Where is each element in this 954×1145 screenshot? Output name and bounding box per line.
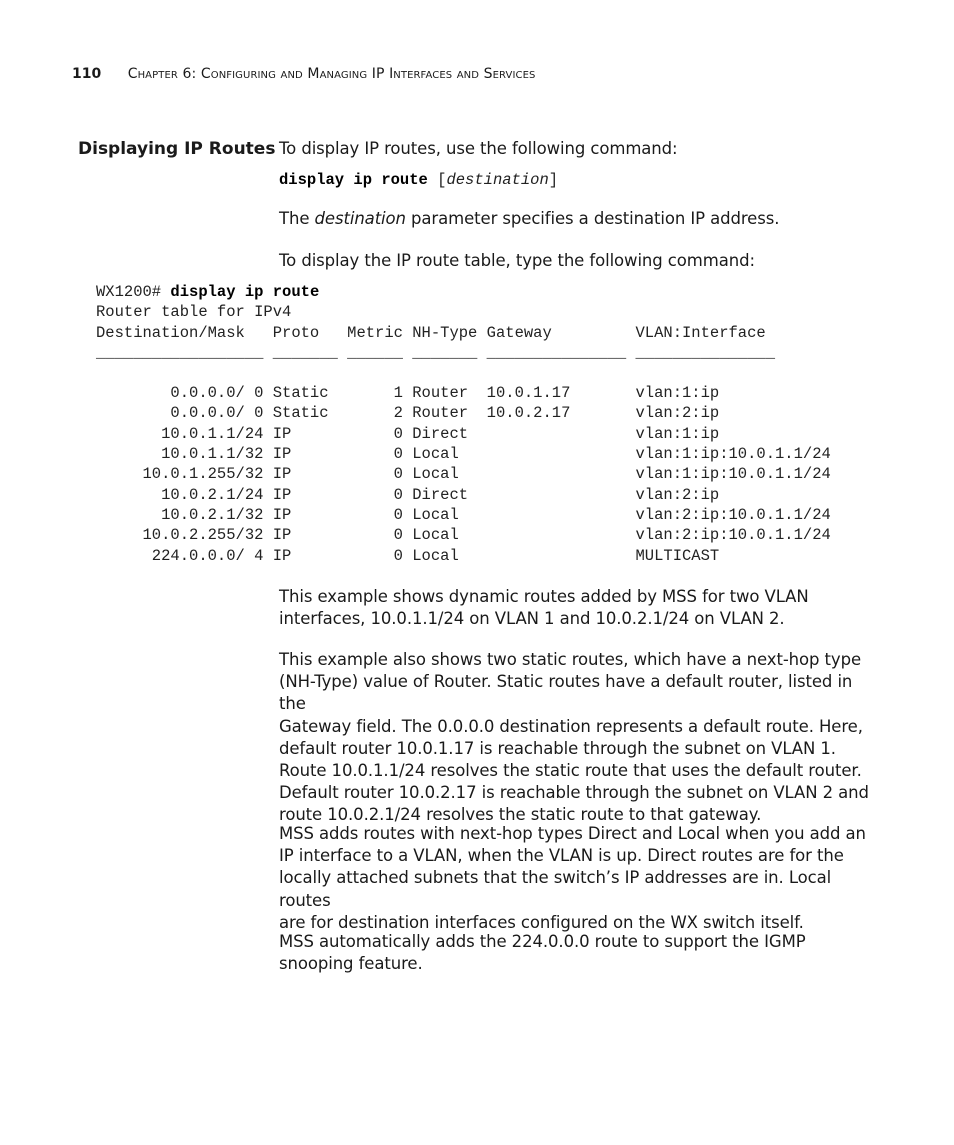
chapter-title: Chapter 6: Configuring and Managing IP Interfaces and Services <box>127 66 536 82</box>
table-row: 10.0.1.1/32 IP 0 Local vlan:1:ip:10.0.1.1/24 <box>96 445 831 464</box>
terminal-header-line: Destination/Mask Proto Metric NH-Type Gateway VLAN:Interface <box>96 323 766 342</box>
table-intro-text: To display the IP route table, type the following command: <box>279 250 755 270</box>
terminal-title-line: Router table for IPv4 <box>96 303 292 322</box>
syntax-param: destination <box>446 171 549 190</box>
paragraph-igmp: MSS automatically adds the 224.0.0.0 route to support the IGMP snooping feature. <box>279 932 806 974</box>
section-intro <box>279 138 869 272</box>
paragraph-direct-local: MSS adds routes with next-hop types Direct and Local when you add an IP interface to a VLAN, when the VLAN is up. Direct routes are for the locally attached subnets that the switch’s IP addresses are in. Local routes are for destination interfaces configured on the WX switch itself. <box>279 824 866 932</box>
table-row: 0.0.0.0/ 0 Static 2 Router 10.0.2.17 vlan:2:ip <box>96 404 720 423</box>
paragraph-static-routes: This example also shows two static routes, which have a next-hop type (NH-Type) value of Router. Static routes have a default router, listed in the Gateway field. The 0.0.0.0 destination represents a default route. Here, default router 10.0.1.17 is reachable through the subnet on VLAN 1. Route 10.0.1.1/24 resolves the static route that uses the default router. Default router 10.0.2.17 is reachable through the subnet on VLAN 2 and route 10.0.2.1/24 resolves the static route to that gateway. <box>279 650 869 825</box>
syntax-command: display ip route <box>279 171 428 190</box>
paragraph-dynamic-routes: This example shows dynamic routes added by MSS for two VLAN interfaces, 10.0.1.1/24 on VLAN 1 and 10.0.2.1/24 on VLAN 2. <box>279 587 809 629</box>
syntax-bracket-close: ] <box>548 171 559 190</box>
table-row: 10.0.1.1/24 IP 0 Direct vlan:1:ip <box>96 424 720 443</box>
terminal-output <box>96 282 831 566</box>
terminal-prompt-line <box>96 282 831 302</box>
page-number: 110 <box>72 66 102 82</box>
param-description: The destination parameter specifies a destination IP address. <box>279 208 780 228</box>
terminal-prompt: WX1200# <box>96 283 171 301</box>
syntax-bracket-open: [ <box>427 171 447 190</box>
terminal-command: display ip route <box>170 283 320 301</box>
syntax-line <box>279 170 869 190</box>
table-row: 224.0.0.0/ 4 IP 0 Local MULTICAST <box>96 546 720 565</box>
table-row: 0.0.0.0/ 0 Static 1 Router 10.0.1.17 vlan:1:ip <box>96 384 720 403</box>
table-row: 10.0.2.255/32 IP 0 Local vlan:2:ip:10.0.1.1/24 <box>96 526 831 545</box>
table-row: 10.0.1.255/32 IP 0 Local vlan:1:ip:10.0.1.1/24 <box>96 465 831 484</box>
table-row: 10.0.2.1/32 IP 0 Local vlan:2:ip:10.0.1.1/24 <box>96 505 831 524</box>
running-header <box>72 66 535 82</box>
section-title: Displaying IP Routes <box>78 139 276 159</box>
param-emphasis: destination <box>314 208 406 228</box>
terminal-rule-line: __________________ _______ ______ _______ _______________ _______________ <box>96 343 776 362</box>
terminal-blank-line <box>96 363 831 383</box>
table-row: 10.0.2.1/24 IP 0 Direct vlan:2:ip <box>96 485 720 504</box>
intro-text: To display IP routes, use the following command: <box>279 139 678 158</box>
